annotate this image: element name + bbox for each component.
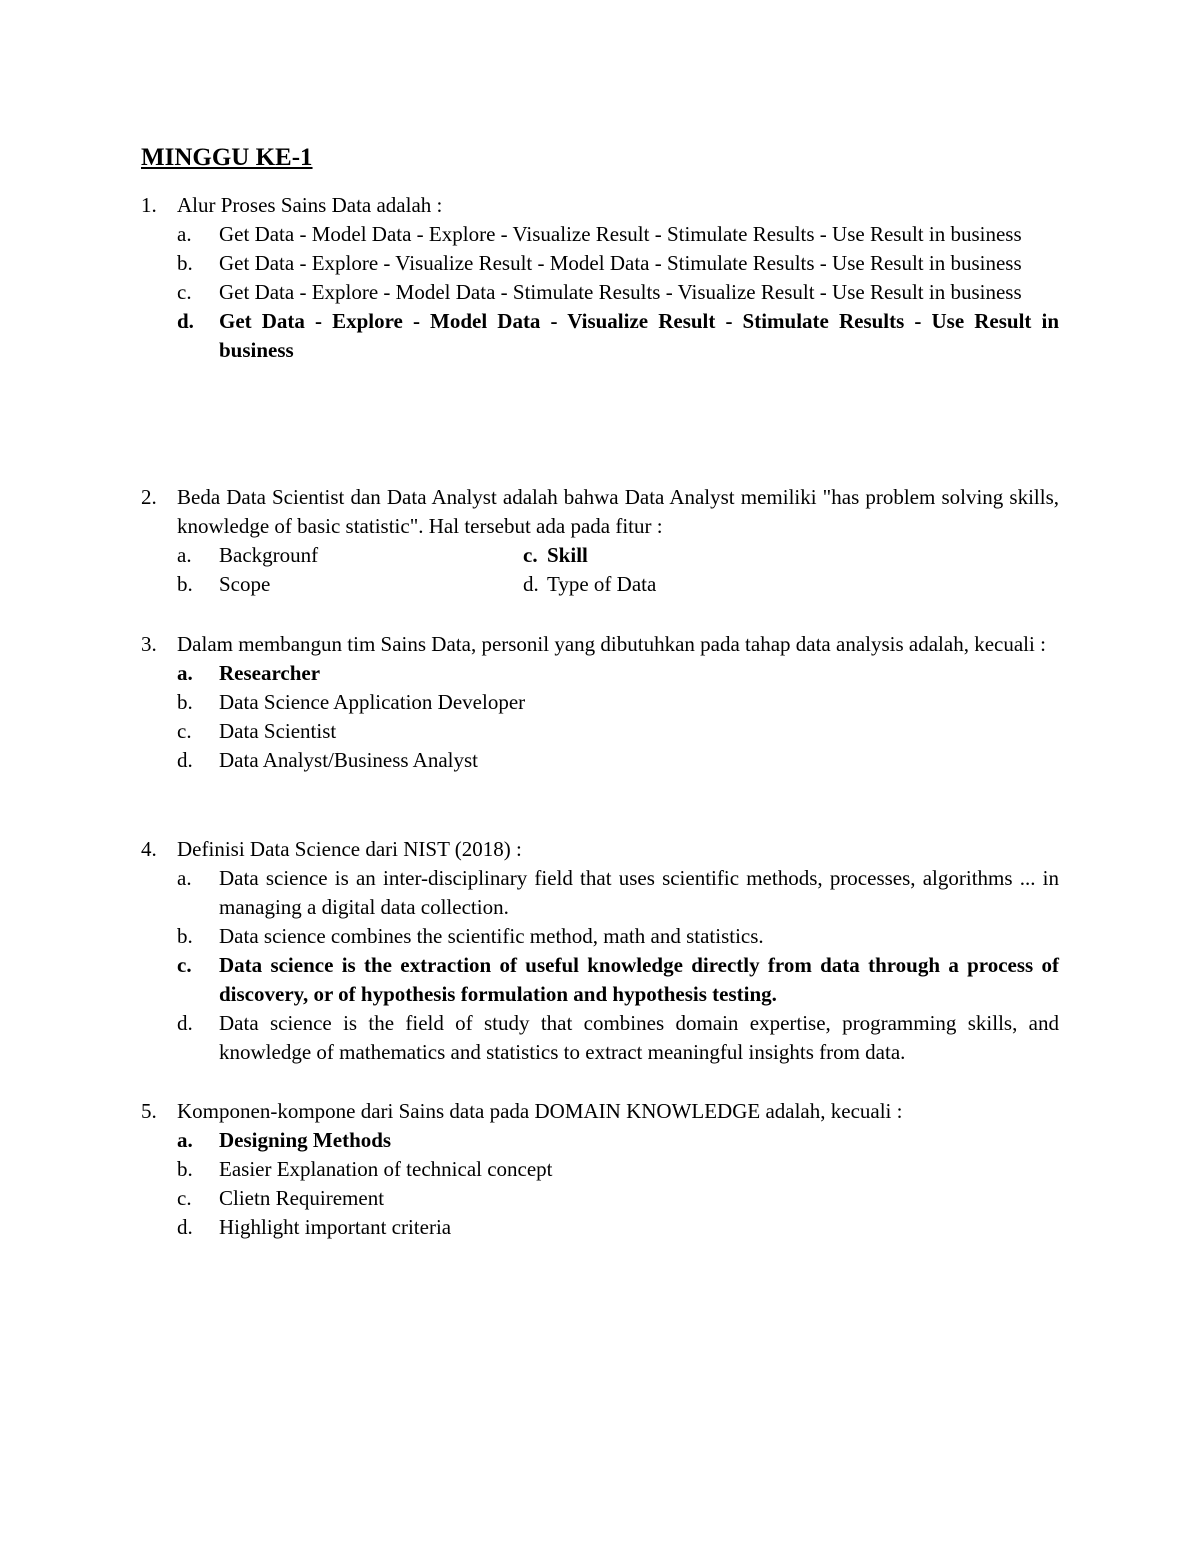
question-text: Alur Proses Sains Data adalah :	[177, 193, 443, 217]
option-d	[177, 1213, 1059, 1242]
question-text: Beda Data Scientist dan Data Analyst adalah bahwa Data Analyst memiliki "has problem solving skills, knowledge of basic statistic". Hal tersebut ada pada fitur :	[177, 485, 1059, 538]
option-letter: b.	[177, 572, 193, 596]
option-list	[177, 864, 1059, 1067]
option-c-correct	[177, 951, 1059, 1009]
option-letter: a.	[177, 866, 192, 890]
question-number: 4.	[141, 837, 157, 861]
option-letter: b.	[177, 251, 193, 275]
option-d-correct	[177, 307, 1059, 365]
option-text: Highlight important criteria	[219, 1215, 452, 1239]
option-text: Get Data - Explore - Model Data - Visualize Result - Stimulate Results - Use Result in business	[219, 309, 1059, 362]
option-list	[177, 1126, 1059, 1242]
option-letter: d.	[177, 309, 194, 333]
option-text: Clietn Requirement	[219, 1186, 385, 1210]
question-number: 5.	[141, 1099, 157, 1123]
option-letter: d.	[177, 1215, 193, 1239]
option-a	[177, 864, 1059, 922]
question-3	[141, 630, 1059, 775]
option-text: Backgrounf	[219, 543, 319, 567]
option-b	[177, 570, 523, 599]
question-4	[141, 835, 1059, 1067]
option-a-correct	[177, 659, 1059, 688]
option-text: Data Scientist	[219, 719, 337, 743]
option-text: Researcher	[219, 661, 321, 685]
option-list	[177, 220, 1059, 365]
option-text: Type of Data	[547, 572, 657, 596]
option-letter: a.	[177, 222, 192, 246]
option-d	[523, 570, 869, 599]
option-text: Data Analyst/Business Analyst	[219, 748, 478, 772]
option-d	[177, 1009, 1059, 1067]
option-letter: b.	[177, 924, 193, 948]
option-text: Scope	[219, 572, 271, 596]
option-letter: a.	[177, 543, 192, 567]
option-text: Get Data - Explore - Visualize Result - Model Data - Stimulate Results - Use Result in business	[219, 251, 1022, 275]
option-grid	[177, 541, 1059, 599]
page-title: MINGGU KE-1	[141, 144, 313, 171]
option-list	[177, 659, 1059, 775]
question-number: 1.	[141, 193, 157, 217]
option-letter: c.	[177, 719, 192, 743]
option-letter: a.	[177, 661, 193, 685]
option-letter: c.	[177, 953, 192, 977]
option-b	[177, 688, 1059, 717]
question-5	[141, 1097, 1059, 1242]
option-b	[177, 1155, 1059, 1184]
option-letter: b.	[177, 690, 193, 714]
option-c	[177, 278, 1059, 307]
option-a	[177, 541, 523, 570]
option-text: Easier Explanation of technical concept	[219, 1157, 553, 1181]
option-letter: c.	[177, 280, 192, 304]
option-d	[177, 746, 1059, 775]
option-letter: c.	[523, 543, 538, 567]
option-letter: d.	[177, 1011, 193, 1035]
question-number: 3.	[141, 632, 157, 656]
option-text: Designing Methods	[219, 1128, 392, 1152]
option-c-correct	[523, 541, 869, 570]
option-letter: d.	[177, 748, 193, 772]
option-b	[177, 922, 1059, 951]
question-text: Komponen-kompone dari Sains data pada DOMAIN KNOWLEDGE adalah, kecuali :	[177, 1099, 903, 1123]
option-a	[177, 220, 1059, 249]
option-letter: c.	[177, 1186, 192, 1210]
option-text: Get Data - Model Data - Explore - Visualize Result - Stimulate Results - Use Result in business	[219, 222, 1022, 246]
question-2	[141, 483, 1059, 599]
option-text: Get Data - Explore - Model Data - Stimulate Results - Visualize Result - Use Result in business	[219, 280, 1022, 304]
question-text: Dalam membangun tim Sains Data, personil yang dibutuhkan pada tahap data analysis adalah, kecuali :	[177, 632, 1046, 656]
option-text: Data science is the extraction of useful knowledge directly from data through a process of discovery, or of hypothesis formulation and hypothesis testing.	[219, 953, 1059, 1006]
question-text: Definisi Data Science dari NIST (2018) :	[177, 837, 522, 861]
option-a-correct	[177, 1126, 1059, 1155]
option-letter: d.	[523, 572, 539, 596]
option-text: Data science is the field of study that combines domain expertise, programming skills, and knowledge of mathematics and statistics to extract meaningful insights from data.	[219, 1011, 1059, 1064]
option-b	[177, 249, 1059, 278]
option-text: Skill	[547, 543, 588, 567]
option-c	[177, 1184, 1059, 1213]
option-letter: a.	[177, 1128, 193, 1152]
option-letter: b.	[177, 1157, 193, 1181]
question-1	[141, 191, 1059, 365]
option-text: Data science is an inter-disciplinary field that uses scientific methods, processes, algorithms ... in managing a digital data collection.	[219, 866, 1059, 919]
question-number: 2.	[141, 485, 157, 509]
option-text: Data Science Application Developer	[219, 690, 526, 714]
option-text: Data science combines the scientific method, math and statistics.	[219, 924, 764, 948]
option-c	[177, 717, 1059, 746]
